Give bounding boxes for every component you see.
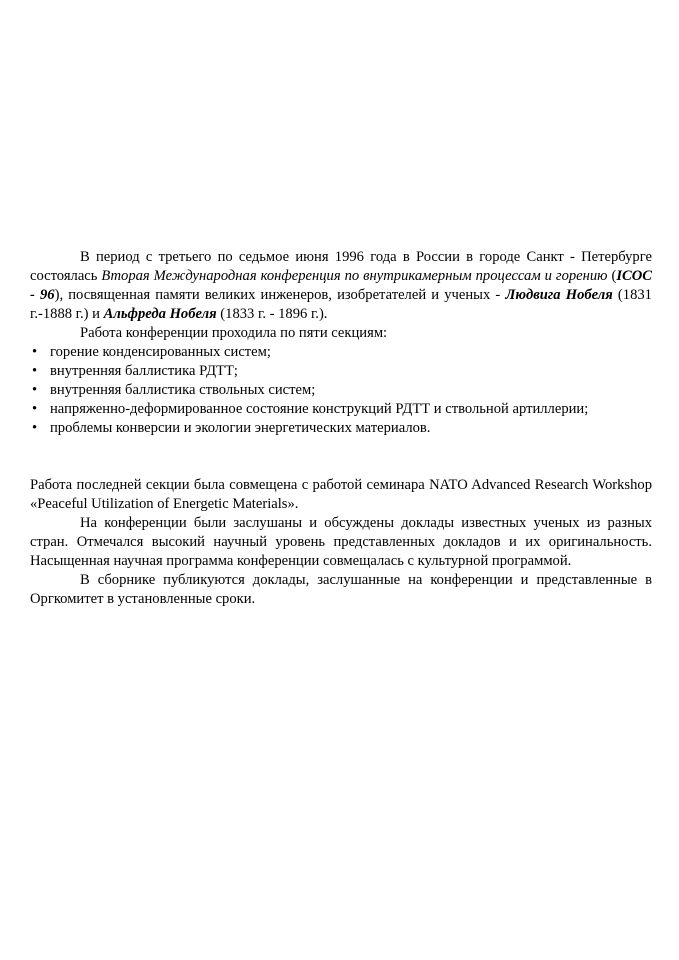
list-item (30, 362, 652, 381)
conference-code: ICOC - 96 (30, 268, 653, 303)
intro-paragraph (30, 248, 652, 324)
intro-text-4: (1831 г.-1888 г.) и (30, 287, 652, 322)
blank-line (30, 457, 652, 476)
list-item-text: внутренняя баллистика ствольных систем; (50, 382, 316, 398)
name-alfred-nobel: Альфреда Нобеля (103, 306, 217, 322)
intro-text-3: ), посвященная памяти великих инженеров, изобретателей и ученых - (54, 287, 506, 303)
document-body (30, 248, 652, 609)
conference-name: Вторая Международная конференция по внутрикамерным процессам и горению (101, 268, 608, 284)
blank-line (30, 438, 652, 457)
name-ludwig-nobel: Людвига Нобеля (505, 287, 613, 303)
sections-intro: Работа конференции проходила по пяти секциям: (80, 325, 388, 341)
intro-text-1: В период с третьего по седьмое июня 1996 года в России в городе Санкт - Петербурге состоялась (30, 249, 652, 284)
bullet-icon: • (32, 401, 38, 417)
reports-paragraph: На конференции были заслушаны и обсуждены доклады известных ученых из разных стран. Отмечался высокий научный уровень представленных докладов и их оригинальность. Насыщенная научная программа конференции совмещалась с культурной программой. (30, 515, 652, 569)
intro-text-2: ( (607, 268, 617, 284)
bullet-icon: • (32, 344, 38, 360)
list-item-text: проблемы конверсии и экологии энергетических материалов. (50, 420, 431, 436)
bullet-icon: • (32, 382, 38, 398)
sections-list (30, 343, 652, 438)
list-item-text: внутренняя баллистика РДТТ; (50, 363, 238, 379)
publication-paragraph: В сборнике публикуются доклады, заслушанные на конференции и представленные в Оргкомитет в установленные сроки. (30, 572, 652, 607)
intro-text-5: (1833 г. - 1896 г.). (216, 306, 328, 322)
nato-paragraph: Работа последней секции была совмещена с работой семинара NATO Advanced Research Workshop «Peaceful Utilization of Energetic Materials». (30, 477, 652, 512)
list-item (30, 400, 652, 419)
list-item (30, 343, 652, 362)
bullet-icon: • (32, 363, 38, 379)
list-item-text: напряженно-деформированное состояние конструкций РДТТ и ствольной артиллерии; (50, 401, 589, 417)
list-item-text: горение конденсированных систем; (50, 344, 271, 360)
bullet-icon: • (32, 420, 38, 436)
list-item (30, 419, 652, 438)
list-item (30, 381, 652, 400)
